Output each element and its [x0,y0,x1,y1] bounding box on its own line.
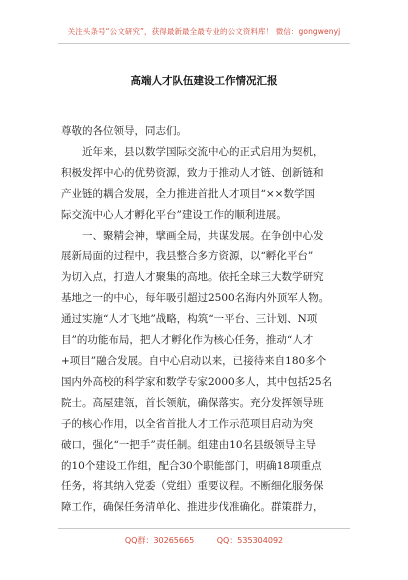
paragraph-line: 任务，将其纳入党委（党组）重要议程。不断细化服务保 [61,480,324,493]
document-body [61,121,349,518]
paragraph-line: 目”的功能布局，把人才孵化作为核心任务，推动“人才 [61,334,314,347]
footer-qq: QQ：535304092 [216,536,284,545]
paragraph-line: 院士。高屋建瓴，首长领航，确保落实。充分发挥领导班 [61,396,324,409]
salutation: 尊敬的各位领导，同志们。 [61,125,187,137]
paragraph-line: +项目”融合发展。自中心启动以来，已接待来自180多个 [61,354,327,367]
paragraph-line: 为切入点，打造人才聚集的高地。依托全球三大数学研究 [61,271,324,284]
header-divider [58,43,350,44]
paragraph-line: 基地之一的中心，每年吸引超过2500名海内外顶军人物。 [61,292,330,305]
paragraph-line: 积极发挥中心的优势资源，致力于推动人才链、创新链和 [61,166,324,179]
paragraph-line: 障工作，确保任务清单化、推进步伐准确化。群策群力， [61,501,324,514]
paragraph-line: 际交流中心人才孵化平台”建设工作的顺利进展。 [61,208,287,221]
footer [0,535,408,546]
paragraph-line: 近年来，县以数学国际交流中心的正式启用为契机， [82,145,324,158]
footer-qq-group: QQ群：30265665 [124,536,195,545]
paragraph-line: 的10个建设工作组，配合30个职能部门，明确18项重点 [61,459,322,472]
paragraph-line: 破口，强化“一把手”责任制。组建由10名县级领导主导 [61,438,317,451]
paragraph-line: 产业链的耦合发展，全力推进首批人才项目“××数学国 [61,187,315,200]
document-title: 高端人才队伍建设工作情况汇报 [130,75,278,87]
paragraph-line: 子的核心作用，以全省首批人才工作示范项目启动为突 [61,417,313,430]
paragraph-line: 国内外高校的科学家和数学专家2000多人，其中包括25名 [61,375,333,388]
paragraph-line: 通过实施“人才飞地”战略，构筑“一平台、三计划、N项 [61,313,318,326]
footer-divider [58,528,350,529]
paragraph-line: 一、聚精会神，擘画全局，共谋发展。在争创中心发 [82,229,324,242]
paragraph-line: 展新局面的过程中，我县整合多方资源，以“孵化平台” [61,250,314,263]
header-note: 关注头条号“公文研究”，获得最新最全最专业的公文资料库！ 微信：gongwenyj [67,27,341,36]
